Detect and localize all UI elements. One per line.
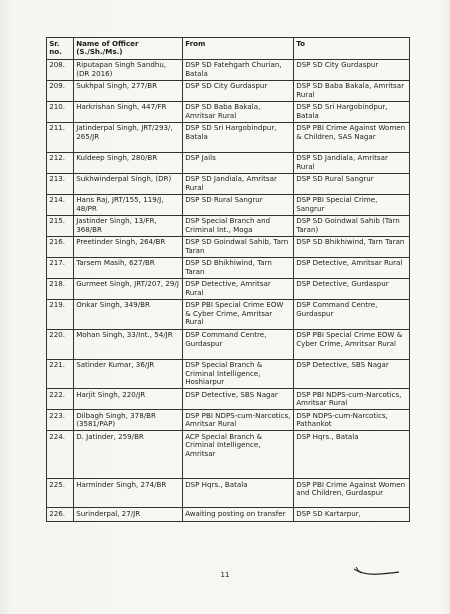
cell-sr-no: 209. [47,80,74,101]
table-row [47,388,410,409]
cell-sr-no: 208. [47,59,74,80]
cell-officer-name: Riputapan Singh Sandhu, (DR 2016) [74,59,183,80]
table-row [47,152,410,173]
cell-officer-name: Hans Raj, JRT/155, 119/J, 48/PR [74,194,183,215]
table-row [47,173,410,194]
table-row [47,409,410,430]
cell-to: DSP SD Bhikhiwind, Tarn Taran [294,236,410,257]
cell-sr-no: 217. [47,257,74,278]
table-row [47,329,410,359]
cell-officer-name: Preetinder Singh, 264/BR [74,236,183,257]
cell-sr-no: 210. [47,101,74,122]
cell-sr-no: 224. [47,430,74,478]
cell-to: DSP Command Centre, Gurdaspur [294,299,410,329]
cell-to: DSP Hqrs., Batala [294,430,410,478]
table-row [47,59,410,80]
table-header-row [47,38,410,60]
cell-sr-no: 223. [47,409,74,430]
table-row [47,101,410,122]
cell-to: DSP SD Goindwal Sahib (Tarn Taran) [294,215,410,236]
cell-to: DSP SD Kartarpur, [294,507,410,521]
table-row [47,236,410,257]
cell-to: DSP SD Jandiala, Amritsar Rural [294,152,410,173]
cell-officer-name: Harjit Singh, 220/JR [74,388,183,409]
cell-to: DSP PBI NDPS-cum-Narcotics, Amritsar Rural [294,388,410,409]
signature-mark [352,564,402,578]
cell-to: DSP SD City Gurdaspur [294,59,410,80]
cell-sr-no: 226. [47,507,74,521]
table-row [47,215,410,236]
cell-to: DSP PBI Special Crime EOW & Cyber Crime, Amritsar Rural [294,329,410,359]
header-from: From [183,38,294,60]
cell-officer-name: Jatinderpal Singh, JRT/293/, 265/JR [74,122,183,152]
cell-officer-name: Gurmeet Singh, JRT/207, 29/J [74,278,183,299]
table-row [47,257,410,278]
cell-to: DSP SD Baba Bakala, Amritsar Rural [294,80,410,101]
cell-officer-name: Tarsem Masih, 627/BR [74,257,183,278]
cell-from: DSP SD Baba Bakala, Amritsar Rural [183,101,294,122]
table-row [47,122,410,152]
table-row [47,478,410,507]
cell-to: DSP SD Rural Sangrur [294,173,410,194]
cell-sr-no: 216. [47,236,74,257]
cell-to: DSP PBI Crime Against Women & Children, SAS Nagar [294,122,410,152]
cell-sr-no: 222. [47,388,74,409]
cell-to: DSP PBI Special Crime, Sangrur [294,194,410,215]
cell-officer-name: Kuldeep Singh, 280/BR [74,152,183,173]
header-officer-name: Name of Officer (S./Sh./Ms.) [74,38,183,60]
table-row [47,299,410,329]
cell-from: DSP Special Branch and Criminal Int., Moga [183,215,294,236]
cell-from: DSP Special Branch & Criminal Intelligence, Hoshiarpur [183,359,294,388]
page-number: 11 [220,571,230,579]
cell-officer-name: Jastinder Singh, 13/FR, 368/BR [74,215,183,236]
cell-from: DSP Detective, SBS Nagar [183,388,294,409]
cell-sr-no: 212. [47,152,74,173]
cell-to: DSP Detective, Gurdaspur [294,278,410,299]
cell-from: DSP Jails [183,152,294,173]
cell-officer-name: Onkar Singh, 349/BR [74,299,183,329]
cell-from: DSP Command Centre, Gurdaspur [183,329,294,359]
cell-officer-name: Sukhwinderpal Singh, (DR) [74,173,183,194]
cell-from: DSP SD Fatehgarh Churian, Batala [183,59,294,80]
table-row [47,278,410,299]
table-row [47,507,410,521]
table-row [47,194,410,215]
cell-sr-no: 221. [47,359,74,388]
table-row [47,80,410,101]
cell-officer-name: Harkrishan Singh, 447/FR [74,101,183,122]
cell-officer-name: Surinderpal, 27/JR [74,507,183,521]
cell-from: DSP SD City Gurdaspur [183,80,294,101]
header-sr-no: Sr. no. [47,38,74,60]
cell-from: DSP Detective, Amritsar Rural [183,278,294,299]
cell-sr-no: 225. [47,478,74,507]
cell-officer-name: D. Jatinder, 259/BR [74,430,183,478]
cell-sr-no: 220. [47,329,74,359]
header-to: To [294,38,410,60]
cell-officer-name: Harminder Singh, 274/BR [74,478,183,507]
cell-sr-no: 219. [47,299,74,329]
cell-from: DSP SD Bhikhiwind, Tarn Taran [183,257,294,278]
cell-from: DSP SD Jandiala, Amritsar Rural [183,173,294,194]
cell-from: DSP Hqrs., Batala [183,478,294,507]
cell-from: Awaiting posting on transfer [183,507,294,521]
cell-to: DSP PBI Crime Against Women and Children, Gurdaspur [294,478,410,507]
cell-sr-no: 218. [47,278,74,299]
table-row [47,359,410,388]
cell-from: ACP Special Branch & Criminal Intelligence, Amritsar [183,430,294,478]
table-body [47,59,410,521]
cell-from: DSP PBI NDPS-cum-Narcotics, Amritsar Rural [183,409,294,430]
cell-sr-no: 211. [47,122,74,152]
cell-sr-no: 214. [47,194,74,215]
cell-officer-name: Satinder Kumar, 36/JR [74,359,183,388]
cell-from: DSP SD Rural Sangrur [183,194,294,215]
cell-to: DSP Detective, Amritsar Rural [294,257,410,278]
cell-to: DSP NDPS-cum-Narcotics, Pathankot [294,409,410,430]
cell-sr-no: 213. [47,173,74,194]
cell-officer-name: Sukhpal Singh, 277/BR [74,80,183,101]
table-row [47,430,410,478]
transfer-orders-table [46,37,410,522]
cell-officer-name: Dilbagh Singh, 378/BR (3581/PAP) [74,409,183,430]
cell-from: DSP PBI Special Crime EOW & Cyber Crime, Amritsar Rural [183,299,294,329]
cell-from: DSP SD Sri Hargobindpur, Batala [183,122,294,152]
cell-officer-name: Mohan Singh, 33/Int., 54/JR [74,329,183,359]
cell-from: DSP SD Goindwal Sahib, Tarn Taran [183,236,294,257]
cell-sr-no: 215. [47,215,74,236]
cell-to: DSP Detective, SBS Nagar [294,359,410,388]
cell-to: DSP SD Sri Hargobindpur, Batala [294,101,410,122]
